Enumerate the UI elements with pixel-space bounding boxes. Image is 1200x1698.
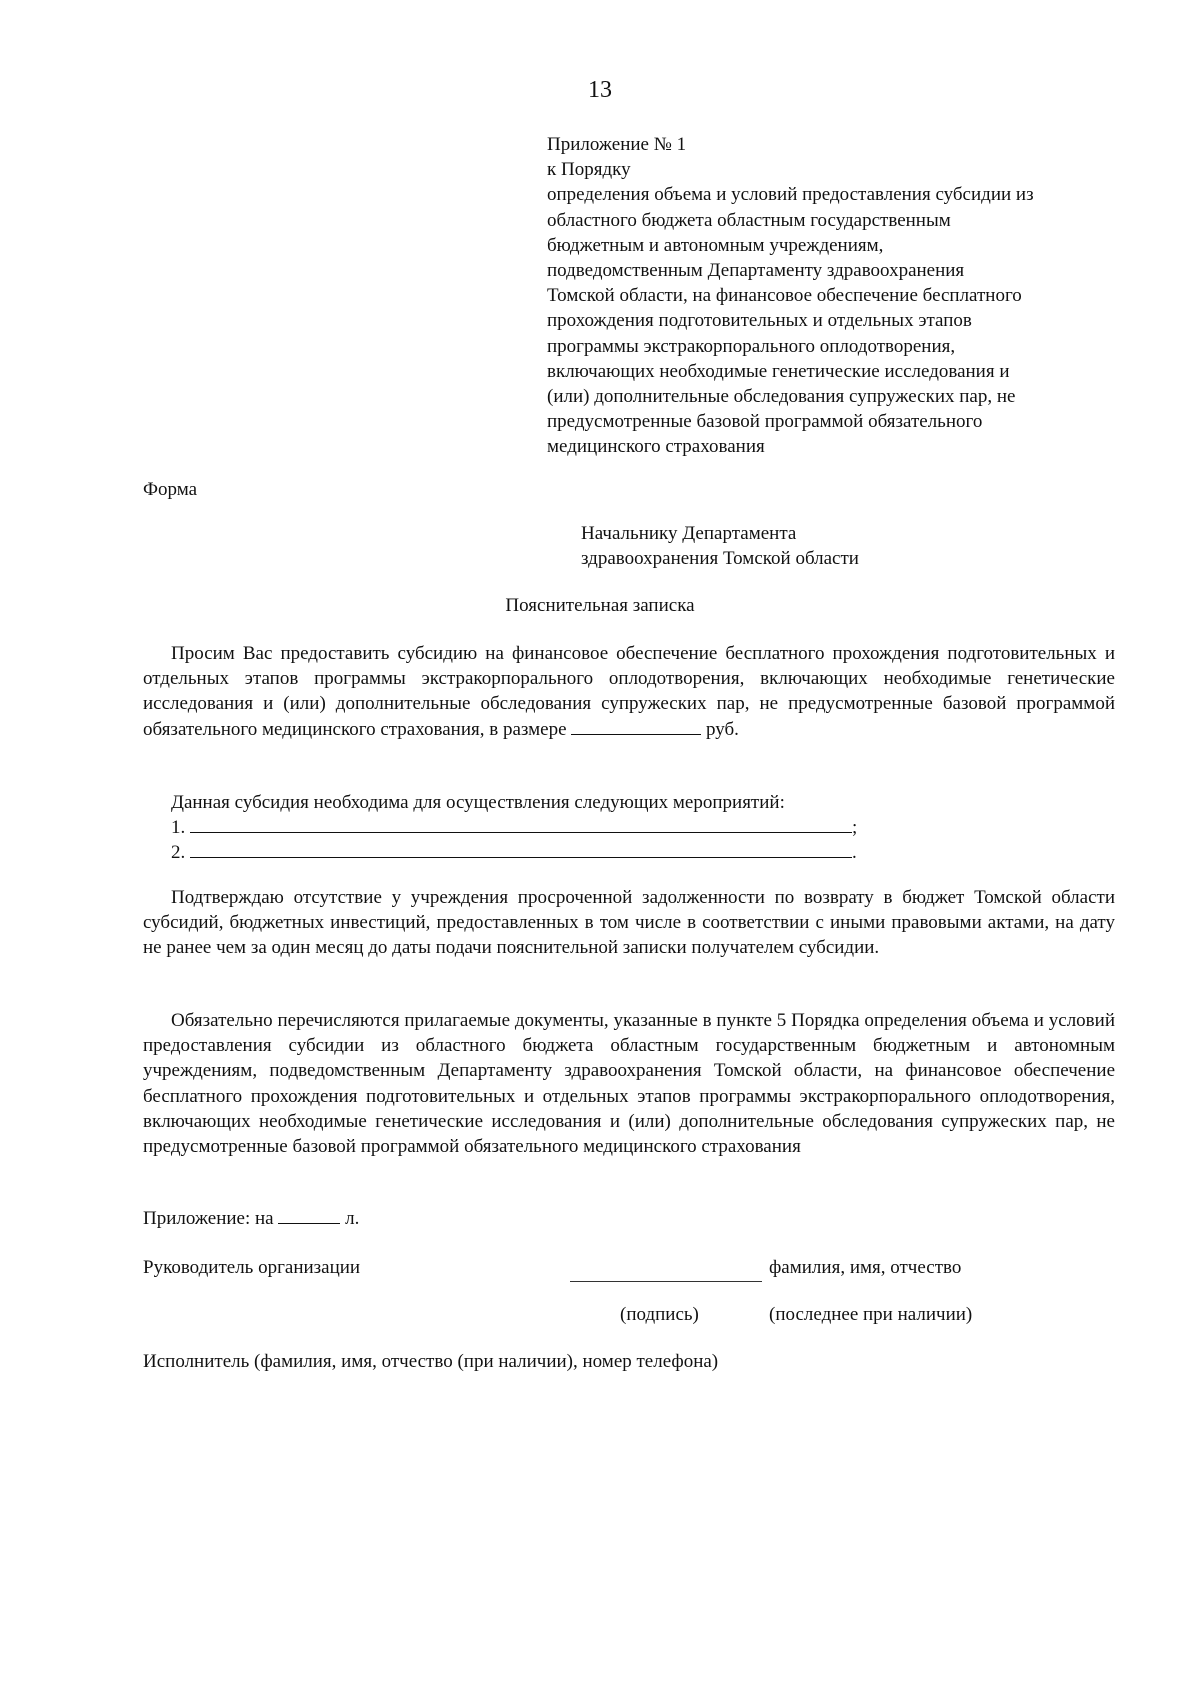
request-paragraph (143, 641, 1115, 742)
appendix-line: программы экстракорпорального оплодотворения, (547, 335, 956, 357)
appendix-line: областного бюджета областным государственным (547, 209, 951, 231)
form-label: Форма (143, 479, 198, 500)
appendix-line: Приложение № 1 (547, 134, 687, 155)
documents-paragraph: Обязательно перечисляются прилагаемые документы, указанные в пункте 5 Порядка определения объема и условий предоставления субсидии из областного бюджета областным государственным бюджетным и автономным учреждениям, подведомственным Департаменту здравоохранения Томской области, на финансовое обеспечение бесплатного прохождения подготовительных и отдельных этапов программы экстракорпорального оплодотворения, включающих необходимые генетические исследования и (или) дополнительные обследования супружеских пар, не предусмотренные базовой программой обязательного медицинского страхования (143, 1010, 1115, 1158)
amount-blank (571, 717, 701, 735)
signature-caption: (подпись) (620, 1304, 699, 1325)
amount-suffix: руб. (706, 718, 739, 740)
executor-line: Исполнитель (фамилия, имя, отчество (при наличии), номер телефона) (143, 1351, 719, 1372)
measures-block (171, 790, 871, 866)
attachment-suffix: л. (345, 1208, 360, 1230)
measure-item (171, 840, 871, 865)
appendix-line: подведомственным Департаменту здравоохранения (547, 260, 965, 282)
amount-prefix: в размере (489, 718, 567, 740)
attachment-line (143, 1206, 359, 1231)
measure-blank (190, 840, 852, 858)
appendix-line: к Порядку (547, 159, 631, 181)
attachment-pages-blank (278, 1206, 340, 1224)
appendix-line: прохождения подготовительных и отдельных этапов (547, 310, 972, 332)
measures-intro: Данная субсидия необходима для осуществления следующих мероприятий: (171, 792, 785, 813)
measure-end: . (852, 842, 857, 864)
addressee-line: Начальнику Департамента (581, 523, 797, 544)
measure-number: 1. (171, 817, 186, 839)
addressee (581, 521, 1081, 571)
measure-number: 2. (171, 842, 186, 864)
fio-caption: (последнее при наличии) (769, 1304, 973, 1325)
measure-end: ; (852, 817, 858, 839)
appendix-line: предусмотренные базовой программой обязательного (547, 411, 983, 433)
request-text: Просим Вас предоставить субсидию на финансовое обеспечение бесплатного прохождения подготовительных и отдельных этапов программы экстракорпорального оплодотворения, включающих необходимые генетические исследования и (или) дополнительные обследования супружеских пар, не предусмотренные базовой программой обязательного медицинского страхования, (143, 643, 1115, 740)
appendix-header (547, 132, 1137, 460)
appendix-line: определения объема и условий предоставления субсидии из (547, 184, 1034, 206)
page-number: 13 (588, 77, 612, 103)
attachment-prefix: Приложение: на (143, 1208, 274, 1230)
document-title: Пояснительная записка (505, 595, 695, 616)
fio-label: фамилия, имя, отчество (769, 1257, 962, 1278)
appendix-line: (или) дополнительные обследования супружеских пар, не (547, 386, 1016, 408)
measure-item (171, 815, 871, 840)
confirmation-paragraph: Подтверждаю отсутствие у учреждения просроченной задолженности по возврату в бюджет Томской области субсидий, бюджетных инвестиций, предоставленных в том числе в соответствии с иными правовыми актами, на дату не ранее чем за один месяц до даты подачи пояснительной записки получателем субсидии. (143, 887, 1115, 959)
measure-blank (190, 815, 852, 833)
appendix-line: Томской области, на финансовое обеспечение бесплатного (547, 285, 1022, 307)
appendix-line: медицинского страхования (547, 436, 765, 458)
appendix-line: бюджетным и автономным учреждениям, (547, 234, 884, 256)
signature-line (570, 1281, 762, 1282)
addressee-line: здравоохранения Томской области (581, 548, 859, 570)
head-of-organization-label: Руководитель организации (143, 1257, 361, 1278)
appendix-line: включающих необходимые генетические исследования и (547, 360, 1010, 382)
